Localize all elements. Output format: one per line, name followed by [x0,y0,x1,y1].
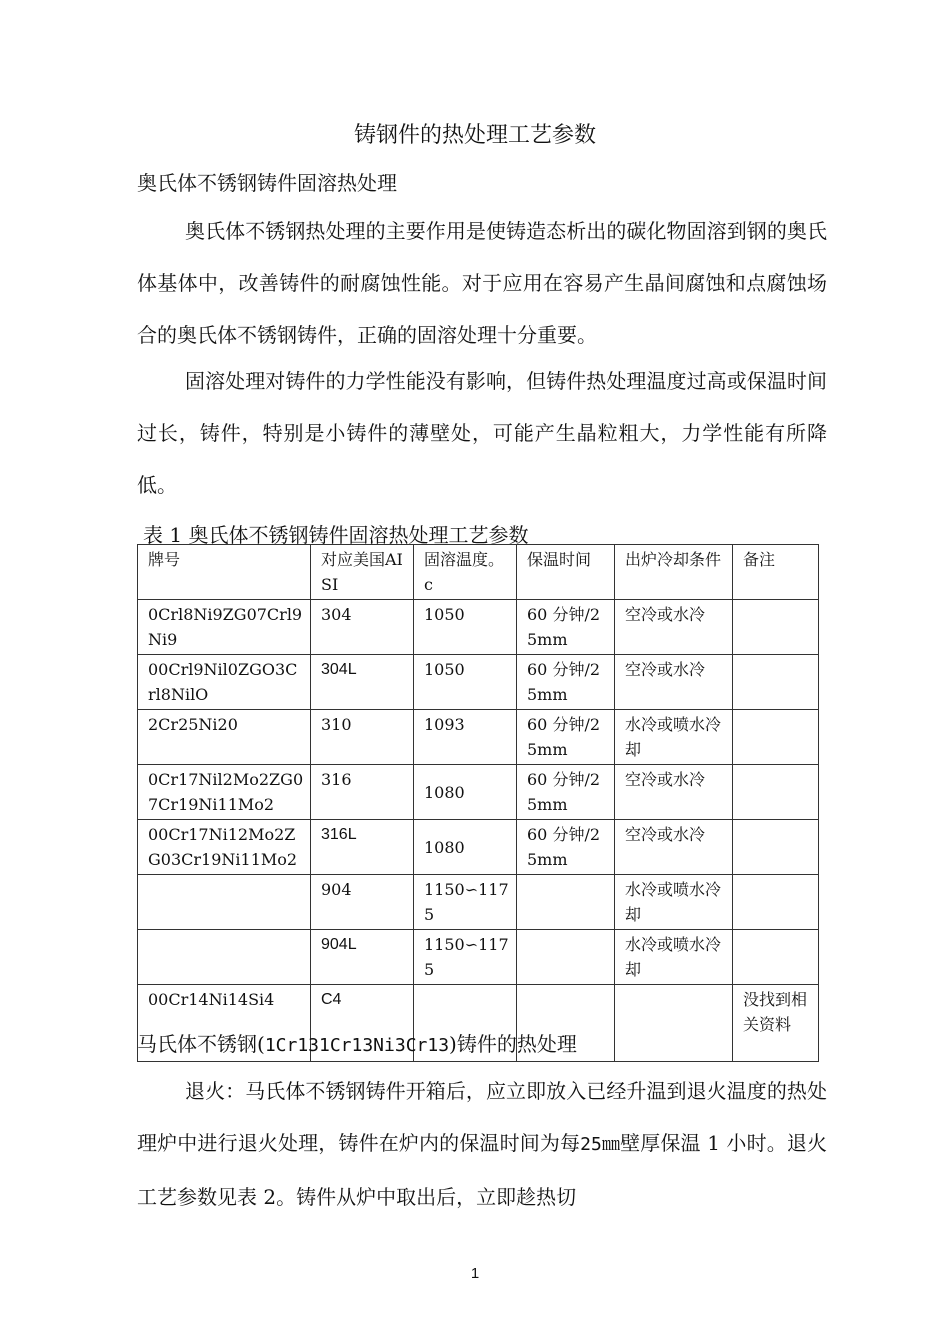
cell-temp: 1080 [414,765,517,820]
table-row [138,875,819,930]
heading-text-pre: 马氏体不锈钢( [137,1032,265,1056]
paragraph-annealing [137,1065,827,1223]
cell-grade: 0Cr17Nil2Mo2ZG07Cr19Ni11Mo2 [138,765,311,820]
cell-grade: 00Cr14Ni14Si4 [138,985,311,1062]
cell-temp: 1150∽1175 [414,930,517,985]
section-heading-martensitic [137,1028,577,1057]
annealing-text-a: 退火：马氏体不锈钢铸件开箱后，应立即放入已经升温到退火温度的热处理炉中进行退火处理，铸件在炉内的保温时间为每 [137,1079,827,1155]
cell-note [733,875,819,930]
cell-cooling [615,985,733,1062]
cell-cooling: 水冷或喷水冷却 [615,710,733,765]
section-heading-austenitic: 奥氏体不锈钢铸件固溶热处理 [137,171,397,195]
table-row [138,710,819,765]
cell-time: 60 分钟/25mm [517,820,615,875]
cell-aisi: 304L [311,655,414,710]
col-header-temp: 固溶温度。c [414,545,517,600]
heading-grade-codes: 1Cr131Cr13Ni3Cr13 [264,1035,450,1056]
cell-aisi: 904 [311,875,414,930]
cell-cooling: 水冷或喷水冷却 [615,875,733,930]
cell-cooling: 空冷或水冷 [615,820,733,875]
cell-aisi: 304 [311,600,414,655]
table-caption: 表 1 奥氏体不锈钢铸件固溶热处理工艺参数 [143,523,529,547]
cell-grade: 0Crl8Ni9ZG07Crl9Ni9 [138,600,311,655]
cell-aisi: 316 [311,765,414,820]
document-title: 铸钢件的热处理工艺参数 [353,123,596,148]
cell-note [733,600,819,655]
cell-cooling: 空冷或水冷 [615,655,733,710]
cell-grade [138,930,311,985]
cell-grade: 00Crl9Nil0ZGO3Crl8NilO [138,655,311,710]
cell-grade: 2Cr25Ni20 [138,710,311,765]
col-header-note: 备注 [733,545,819,600]
paragraph-solution-effects: 固溶处理对铸件的力学性能没有影响，但铸件热处理温度过高或保温时间过长，铸件，特别是小铸件的薄壁处，可能产生晶粒粗大，力学性能有所降低。 [137,369,827,497]
cell-cooling: 水冷或喷水冷却 [615,930,733,985]
cell-time [517,875,615,930]
cell-aisi: C4 [311,985,414,1062]
table-row [138,765,819,820]
col-header-grade: 牌号 [138,545,311,600]
annealing-wall-thickness: 25㎜ [580,1134,621,1155]
heading-text-post: )铸件的热处理 [449,1032,577,1056]
annealing-text-b: 壁厚保温 1 小时。退火工艺参数见表 2。铸件从炉中取出后，立即趁热切 [137,1131,827,1209]
table-header-row [138,545,819,600]
heat-treatment-table [137,544,819,1062]
page-number: 1 [470,1265,480,1282]
cell-time: 60 分钟/25mm [517,600,615,655]
col-header-cooling: 出炉冷却条件 [615,545,733,600]
cell-note [733,820,819,875]
cell-aisi: 316L [311,820,414,875]
table-row [138,820,819,875]
cell-note [733,930,819,985]
cell-temp: 1093 [414,710,517,765]
cell-temp: 1150∽1175 [414,875,517,930]
cell-time: 60 分钟/25mm [517,765,615,820]
cell-temp: 1080 [414,820,517,875]
col-header-aisi: 对应美国AISI [311,545,414,600]
cell-temp: 1050 [414,600,517,655]
cell-aisi: 310 [311,710,414,765]
cell-cooling: 空冷或水冷 [615,765,733,820]
cell-time: 60 分钟/25mm [517,655,615,710]
table-row [138,930,819,985]
cell-note [733,710,819,765]
cell-aisi: 904L [311,930,414,985]
table-row [138,655,819,710]
cell-grade [138,875,311,930]
cell-note: 没找到相关资料 [733,985,819,1062]
table-row [138,600,819,655]
col-header-time: 保温时间 [517,545,615,600]
cell-note [733,655,819,710]
cell-cooling: 空冷或水冷 [615,600,733,655]
cell-time [517,930,615,985]
cell-grade: 00Cr17Ni12Mo2ZG03Cr19Ni11Mo2 [138,820,311,875]
cell-time: 60 分钟/25mm [517,710,615,765]
cell-note [733,765,819,820]
paragraph-solution-purpose: 奥氏体不锈钢热处理的主要作用是使铸造态析出的碳化物固溶到钢的奥氏体基体中，改善铸件的耐腐蚀性能。对于应用在容易产生晶间腐蚀和点腐蚀场合的奥氏体不锈钢铸件，正确的固溶处理十分重要。 [137,219,827,347]
cell-temp: 1050 [414,655,517,710]
